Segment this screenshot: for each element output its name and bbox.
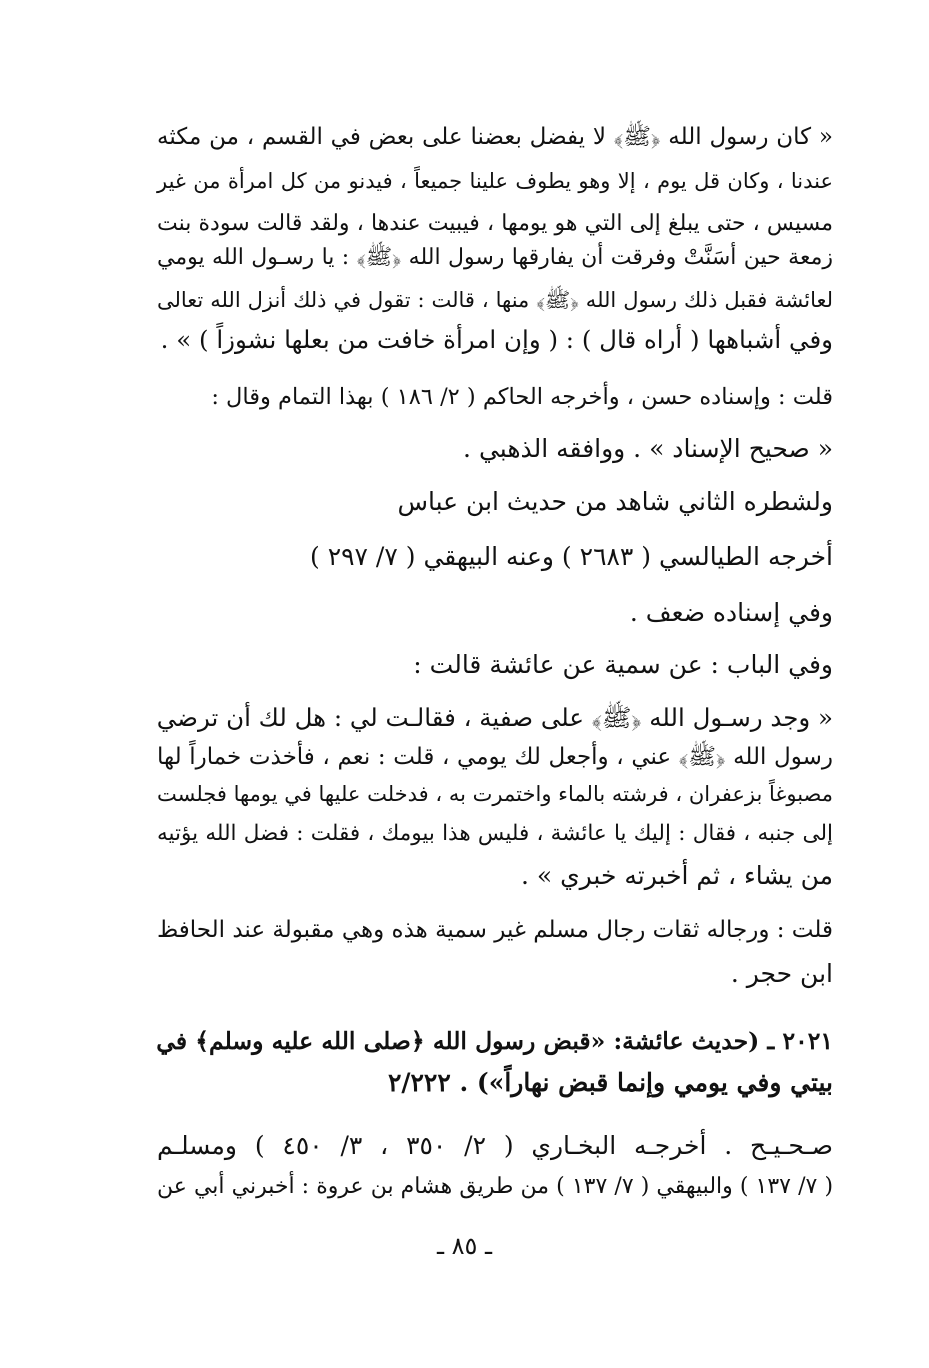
text-line: عندنا ، وكان قل يوم ، إلا وهو يطوف علينا جميعاً ، فيدنو من كل امرأة من غير	[157, 169, 833, 193]
text-line: وفي إسناده ضعف .	[629, 598, 833, 627]
text-line: صـحـيـح . أخرجـه البخـاري ( ٢/ ٣٥٠ ، ٣/ ٤٥٠ ) ومسلـم	[157, 1131, 834, 1160]
text-line: « صحيح الإسناد » . ووافقه الذهبي .	[463, 434, 833, 463]
text-line: ( ٧/ ١٣٧ ) والبيهقي ( ٧/ ١٣٧ ) من طريق هشام بن عروة : أخبرني أبي عن	[157, 1174, 834, 1199]
text-line: رسول الله ﴿ﷺ﴾ عني ، وأجعل لك يومي ، قلت : نعم ، فأخذت خماراً لها	[157, 744, 833, 770]
text-line: أخرجه الطيالسي ( ٢٦٨٣ ) وعنه البيهقي ( ٧/ ٢٩٧ )	[309, 542, 833, 571]
text-line: لعائشة فقبل ذلك رسول الله ﴿ﷺ﴾ منها ، قالت : تقول في ذلك أنزل الله تعالى	[157, 288, 833, 312]
text-line: مسيس ، حتى يبلغ إلى التي هو يومها ، فيبيت عندها ، ولقد قالت سودة بنت	[157, 211, 833, 236]
text-line: من يشاء ، ثم أخبرته خبري » .	[520, 861, 833, 890]
text-line: « كان رسول الله ﴿ﷺ﴾ لا يفضل بعضنا على بعض في القسم ، من مكثه	[157, 124, 833, 150]
hadith-heading-line: بيتي وفي يومي وإنما قبض نهاراً») . ٢/٢٢٢	[387, 1068, 833, 1097]
text-line: « وجد رسـول الله ﴿ﷺ﴾ على صفية ، فقالـت لي : هل لك أن ترضي	[156, 703, 833, 732]
text-line: مصبوغاً بزعفران ، فرشته بالماء واختمرت به ، فدخلت عليها في يومها فجلست	[157, 782, 833, 806]
hadith-heading-line: ٢٠٢١ ـ (حديث عائشة: «قبض رسول الله ﴿صلى الله عليه وسلم﴾ في	[156, 1027, 833, 1055]
text-line: ابن حجر .	[730, 959, 833, 988]
page-number: ـ ٨٥ ـ	[436, 1232, 493, 1260]
text-line: وفي الباب : عن سمية عن عائشة قالت :	[413, 650, 833, 679]
text-line: زمعة حين أسَنَّتْ وفرقت أن يفارقها رسول الله ﴿ﷺ﴾ : يا رسـول الله يومي	[157, 245, 833, 270]
text-line: ولشطره الثاني شاهد من حديث ابن عباس	[397, 487, 833, 516]
text-line: إلى جنبه ، فقال : إليك يا عائشة ، فليس هذا بيومك ، فقلت : فضل الله يؤتيه	[157, 821, 833, 846]
text-line: قلت : ورجاله ثقات رجال مسلم غير سمية هذه وهي مقبولة عند الحافظ	[156, 917, 833, 943]
text-line: قلت : وإسناده حسن ، وأخرجه الحاكم ( ٢/ ١٨٦ ) بهذا التمام وقال :	[211, 384, 833, 410]
text-line: وفي أشباهها ( أراه قال ) : ( وإن امرأة خافت من بعلها نشوزاً ) » .	[160, 325, 833, 354]
